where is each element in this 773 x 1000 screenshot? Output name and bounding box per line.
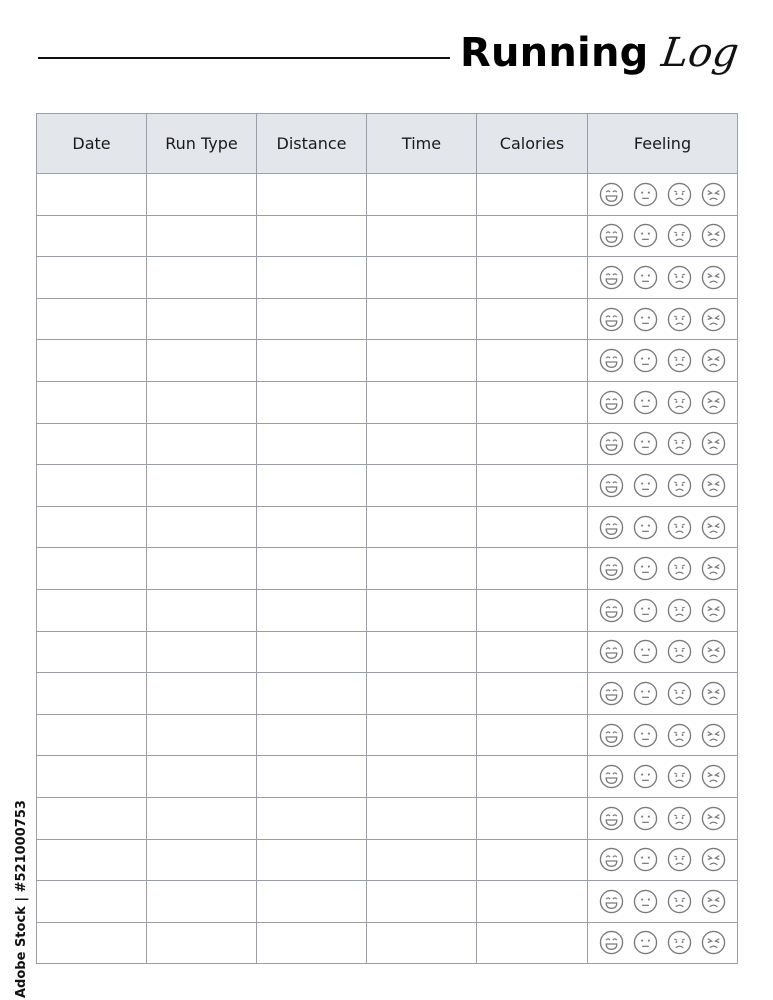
table-row — [37, 797, 738, 839]
time-cell — [367, 257, 477, 299]
angry-face-icon — [701, 806, 726, 831]
distance-cell — [257, 756, 367, 798]
distance-cell — [257, 589, 367, 631]
time-cell — [367, 839, 477, 881]
run-type-cell — [147, 589, 257, 631]
date-cell — [37, 881, 147, 923]
neutral-face-icon — [633, 723, 658, 748]
date-cell — [37, 381, 147, 423]
calories-cell — [477, 922, 588, 964]
title-bold: Running — [460, 30, 649, 76]
sad-face-icon — [667, 182, 692, 207]
table-row — [37, 631, 738, 673]
neutral-face-icon — [633, 473, 658, 498]
sad-face-icon — [667, 556, 692, 581]
neutral-face-icon — [633, 639, 658, 664]
time-cell — [367, 506, 477, 548]
date-cell — [37, 548, 147, 590]
sad-face-icon — [667, 515, 692, 540]
run-type-cell — [147, 506, 257, 548]
header-date: Date — [37, 114, 147, 174]
time-cell — [367, 631, 477, 673]
sad-face-icon — [667, 348, 692, 373]
happy-face-icon — [599, 930, 624, 955]
neutral-face-icon — [633, 265, 658, 290]
title-rule — [38, 57, 450, 59]
table-row — [37, 673, 738, 715]
distance-cell — [257, 797, 367, 839]
angry-face-icon — [701, 307, 726, 332]
neutral-face-icon — [633, 431, 658, 456]
happy-face-icon — [599, 431, 624, 456]
feeling-options — [588, 348, 737, 373]
sad-face-icon — [667, 265, 692, 290]
sad-face-icon — [667, 223, 692, 248]
feeling-options — [588, 556, 737, 581]
feeling-options — [588, 223, 737, 248]
happy-face-icon — [599, 806, 624, 831]
run-type-cell — [147, 257, 257, 299]
table-row — [37, 174, 738, 216]
time-cell — [367, 881, 477, 923]
neutral-face-icon — [633, 390, 658, 415]
table-row — [37, 506, 738, 548]
table-row — [37, 756, 738, 798]
sad-face-icon — [667, 806, 692, 831]
happy-face-icon — [599, 390, 624, 415]
angry-face-icon — [701, 723, 726, 748]
distance-cell — [257, 714, 367, 756]
date-cell — [37, 589, 147, 631]
table-row — [37, 298, 738, 340]
feeling-cell — [588, 174, 738, 216]
time-cell — [367, 922, 477, 964]
stock-id: Adobe Stock | #521000753 — [14, 800, 29, 998]
feeling-cell — [588, 589, 738, 631]
sad-face-icon — [667, 847, 692, 872]
feeling-options — [588, 806, 737, 831]
calories-cell — [477, 465, 588, 507]
date-cell — [37, 465, 147, 507]
time-cell — [367, 298, 477, 340]
angry-face-icon — [701, 515, 726, 540]
date-cell — [37, 215, 147, 257]
run-type-cell — [147, 423, 257, 465]
feeling-options — [588, 639, 737, 664]
sad-face-icon — [667, 390, 692, 415]
sad-face-icon — [667, 930, 692, 955]
time-cell — [367, 174, 477, 216]
run-type-cell — [147, 340, 257, 382]
neutral-face-icon — [633, 515, 658, 540]
calories-cell — [477, 257, 588, 299]
table-row — [37, 381, 738, 423]
date-cell — [37, 257, 147, 299]
sad-face-icon — [667, 889, 692, 914]
distance-cell — [257, 548, 367, 590]
happy-face-icon — [599, 265, 624, 290]
neutral-face-icon — [633, 930, 658, 955]
happy-face-icon — [599, 348, 624, 373]
distance-cell — [257, 673, 367, 715]
run-type-cell — [147, 631, 257, 673]
sad-face-icon — [667, 598, 692, 623]
run-type-cell — [147, 922, 257, 964]
run-type-cell — [147, 381, 257, 423]
feeling-cell — [588, 340, 738, 382]
distance-cell — [257, 465, 367, 507]
angry-face-icon — [701, 431, 726, 456]
angry-face-icon — [701, 930, 726, 955]
distance-cell — [257, 423, 367, 465]
feeling-options — [588, 723, 737, 748]
time-cell — [367, 714, 477, 756]
happy-face-icon — [599, 223, 624, 248]
happy-face-icon — [599, 473, 624, 498]
header-distance: Distance — [257, 114, 367, 174]
happy-face-icon — [599, 847, 624, 872]
calories-cell — [477, 673, 588, 715]
time-cell — [367, 381, 477, 423]
run-type-cell — [147, 465, 257, 507]
angry-face-icon — [701, 764, 726, 789]
date-cell — [37, 922, 147, 964]
angry-face-icon — [701, 390, 726, 415]
table-row — [37, 839, 738, 881]
date-cell — [37, 340, 147, 382]
neutral-face-icon — [633, 681, 658, 706]
calories-cell — [477, 797, 588, 839]
feeling-options — [588, 431, 737, 456]
angry-face-icon — [701, 847, 726, 872]
happy-face-icon — [599, 307, 624, 332]
calories-cell — [477, 174, 588, 216]
run-type-cell — [147, 839, 257, 881]
time-cell — [367, 340, 477, 382]
date-cell — [37, 631, 147, 673]
header-feeling: Feeling — [588, 114, 738, 174]
header-calories: Calories — [477, 114, 588, 174]
neutral-face-icon — [633, 307, 658, 332]
calories-cell — [477, 506, 588, 548]
feeling-options — [588, 598, 737, 623]
feeling-options — [588, 265, 737, 290]
feeling-options — [588, 764, 737, 789]
page-title — [460, 30, 742, 90]
feeling-cell — [588, 257, 738, 299]
neutral-face-icon — [633, 223, 658, 248]
feeling-cell — [588, 423, 738, 465]
distance-cell — [257, 215, 367, 257]
distance-cell — [257, 631, 367, 673]
table-row — [37, 922, 738, 964]
table-row — [37, 465, 738, 507]
header-time: Time — [367, 114, 477, 174]
angry-face-icon — [701, 889, 726, 914]
date-cell — [37, 714, 147, 756]
feeling-cell — [588, 631, 738, 673]
angry-face-icon — [701, 265, 726, 290]
neutral-face-icon — [633, 182, 658, 207]
date-cell — [37, 423, 147, 465]
feeling-cell — [588, 881, 738, 923]
calories-cell — [477, 714, 588, 756]
calories-cell — [477, 548, 588, 590]
run-type-cell — [147, 881, 257, 923]
run-type-cell — [147, 714, 257, 756]
distance-cell — [257, 506, 367, 548]
time-cell — [367, 673, 477, 715]
sad-face-icon — [667, 473, 692, 498]
date-cell — [37, 673, 147, 715]
table-row — [37, 881, 738, 923]
angry-face-icon — [701, 556, 726, 581]
calories-cell — [477, 589, 588, 631]
table-row — [37, 548, 738, 590]
run-type-cell — [147, 548, 257, 590]
run-type-cell — [147, 174, 257, 216]
feeling-cell — [588, 298, 738, 340]
calories-cell — [477, 631, 588, 673]
feeling-cell — [588, 756, 738, 798]
distance-cell — [257, 922, 367, 964]
distance-cell — [257, 298, 367, 340]
happy-face-icon — [599, 681, 624, 706]
calories-cell — [477, 381, 588, 423]
angry-face-icon — [701, 598, 726, 623]
distance-cell — [257, 340, 367, 382]
sad-face-icon — [667, 639, 692, 664]
feeling-cell — [588, 215, 738, 257]
feeling-cell — [588, 506, 738, 548]
run-type-cell — [147, 797, 257, 839]
feeling-options — [588, 182, 737, 207]
calories-cell — [477, 298, 588, 340]
feeling-cell — [588, 839, 738, 881]
feeling-options — [588, 847, 737, 872]
happy-face-icon — [599, 598, 624, 623]
feeling-options — [588, 889, 737, 914]
sad-face-icon — [667, 431, 692, 456]
date-cell — [37, 506, 147, 548]
distance-cell — [257, 257, 367, 299]
table-row — [37, 714, 738, 756]
date-cell — [37, 839, 147, 881]
sad-face-icon — [667, 723, 692, 748]
feeling-cell — [588, 714, 738, 756]
neutral-face-icon — [633, 806, 658, 831]
feeling-options — [588, 515, 737, 540]
feeling-cell — [588, 673, 738, 715]
date-cell — [37, 797, 147, 839]
happy-face-icon — [599, 556, 624, 581]
calories-cell — [477, 756, 588, 798]
distance-cell — [257, 881, 367, 923]
sad-face-icon — [667, 764, 692, 789]
table-row — [37, 589, 738, 631]
table-row — [37, 340, 738, 382]
happy-face-icon — [599, 182, 624, 207]
feeling-cell — [588, 922, 738, 964]
table-row — [37, 257, 738, 299]
distance-cell — [257, 839, 367, 881]
happy-face-icon — [599, 515, 624, 540]
neutral-face-icon — [633, 847, 658, 872]
time-cell — [367, 797, 477, 839]
date-cell — [37, 756, 147, 798]
table-row — [37, 215, 738, 257]
calories-cell — [477, 340, 588, 382]
date-cell — [37, 298, 147, 340]
feeling-options — [588, 930, 737, 955]
run-type-cell — [147, 673, 257, 715]
distance-cell — [257, 381, 367, 423]
header-row — [37, 114, 738, 174]
happy-face-icon — [599, 764, 624, 789]
angry-face-icon — [701, 223, 726, 248]
sad-face-icon — [667, 681, 692, 706]
time-cell — [367, 423, 477, 465]
neutral-face-icon — [633, 598, 658, 623]
neutral-face-icon — [633, 556, 658, 581]
feeling-cell — [588, 548, 738, 590]
feeling-cell — [588, 797, 738, 839]
time-cell — [367, 215, 477, 257]
calories-cell — [477, 881, 588, 923]
feeling-options — [588, 390, 737, 415]
header-run-type: Run Type — [147, 114, 257, 174]
calories-cell — [477, 423, 588, 465]
neutral-face-icon — [633, 889, 658, 914]
feeling-cell — [588, 381, 738, 423]
run-type-cell — [147, 215, 257, 257]
feeling-options — [588, 307, 737, 332]
neutral-face-icon — [633, 348, 658, 373]
table-row — [37, 423, 738, 465]
angry-face-icon — [701, 639, 726, 664]
angry-face-icon — [701, 182, 726, 207]
happy-face-icon — [599, 889, 624, 914]
calories-cell — [477, 839, 588, 881]
angry-face-icon — [701, 681, 726, 706]
time-cell — [367, 756, 477, 798]
time-cell — [367, 465, 477, 507]
calories-cell — [477, 215, 588, 257]
running-log-table — [36, 113, 738, 964]
run-type-cell — [147, 756, 257, 798]
time-cell — [367, 589, 477, 631]
happy-face-icon — [599, 639, 624, 664]
log-body — [37, 174, 738, 964]
angry-face-icon — [701, 473, 726, 498]
title-script: Log — [659, 30, 742, 76]
angry-face-icon — [701, 348, 726, 373]
date-cell — [37, 174, 147, 216]
time-cell — [367, 548, 477, 590]
distance-cell — [257, 174, 367, 216]
neutral-face-icon — [633, 764, 658, 789]
feeling-cell — [588, 465, 738, 507]
feeling-options — [588, 681, 737, 706]
happy-face-icon — [599, 723, 624, 748]
feeling-options — [588, 473, 737, 498]
sad-face-icon — [667, 307, 692, 332]
run-type-cell — [147, 298, 257, 340]
